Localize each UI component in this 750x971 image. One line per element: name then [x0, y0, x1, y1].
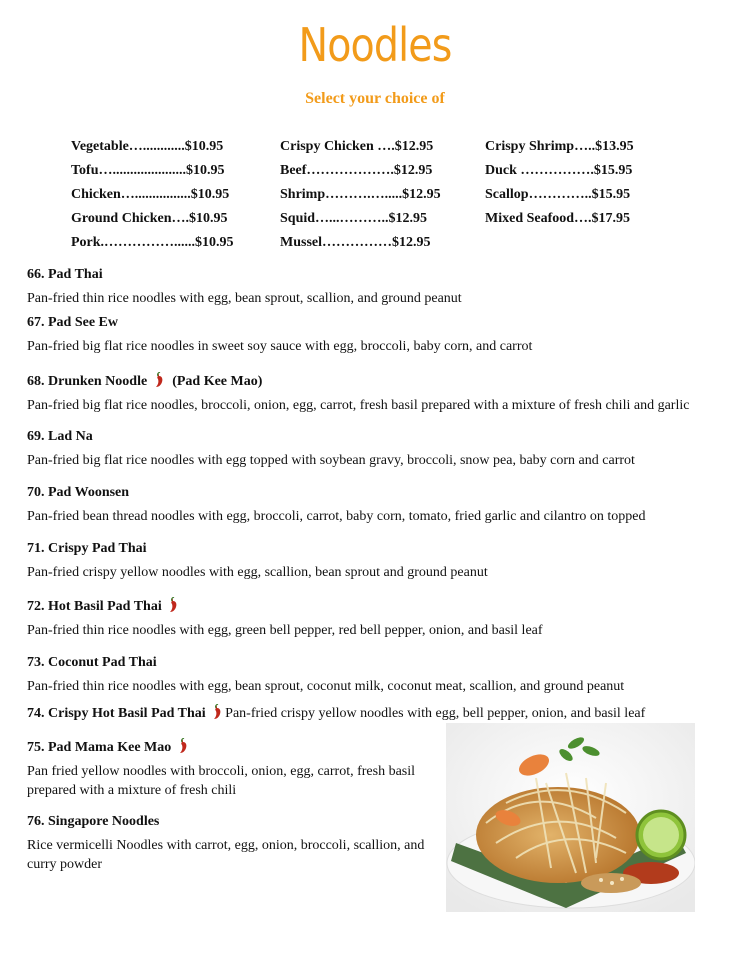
menu-item-name: 71. Crispy Pad Thai [27, 541, 147, 556]
price-row: Squid…...………..$12.95 [280, 211, 428, 226]
chili-pepper-icon [153, 372, 167, 388]
menu-item-name: 72. Hot Basil Pad Thai [27, 599, 162, 614]
menu-item-name: 70. Pad Woonsen [27, 485, 130, 500]
menu-item-name-row [27, 372, 743, 391]
menu-item-name: 66. Pad Thai [27, 267, 103, 282]
price-column-2 [280, 138, 441, 258]
chili-pepper-icon [167, 597, 181, 613]
menu-item-name-row [27, 597, 743, 616]
price-row: Shrimp……….….....$12.95 [280, 187, 441, 202]
price-row: Crispy Shrimp…..$13.95 [485, 139, 634, 154]
menu-item-name: 74. Crispy Hot Basil Pad Thai [27, 706, 206, 721]
menu-item-name-row [27, 704, 743, 723]
menu-item-name: 76. Singapore Noodles [27, 814, 160, 829]
menu-item-66 [27, 266, 743, 308]
menu-item-70 [27, 484, 743, 526]
menu-item-74 [27, 704, 743, 723]
page-subtitle: Select your choice of [305, 90, 445, 107]
menu-item-72 [27, 597, 743, 640]
menu-item-67 [27, 314, 743, 356]
menu-item-name: 75. Pad Mama Kee Mao [27, 740, 172, 755]
price-column-3 [485, 138, 634, 234]
price-row: Vegetable…............$10.95 [71, 139, 224, 154]
menu-item-description: Pan-fried big flat rice noodles in sweet soy sauce with egg, broccoli, baby corn, and carrot [27, 339, 533, 354]
menu-item-name: 68. Drunken Noodle [27, 374, 148, 389]
price-row: Tofu….....................$10.95 [71, 163, 225, 178]
price-row: Duck …………….$15.95 [485, 163, 633, 178]
price-row: Chicken…................$10.95 [71, 187, 230, 202]
menu-item-68 [27, 372, 743, 415]
menu-item-description: Pan-fried thin rice noodles with egg, bean sprout, scallion, and ground peanut [27, 291, 462, 306]
price-row: Pork.……………......$10.95 [71, 235, 234, 250]
menu-item-description: Pan-fried crispy yellow noodles with egg, bell pepper, onion, and basil leaf [225, 706, 646, 721]
menu-item-name: 73. Coconut Pad Thai [27, 655, 157, 670]
menu-item-name-suffix: (Pad Kee Mao) [172, 374, 263, 389]
page-title: Noodles [298, 18, 452, 72]
price-row: Ground Chicken….$10.95 [71, 211, 228, 226]
chili-pepper-icon [177, 738, 191, 754]
menu-item-description: Pan-fried bean thread noodles with egg, broccoli, carrot, baby corn, tomato, fried garlic and cilantro on topped [27, 509, 646, 524]
chili-pepper-icon [211, 704, 225, 720]
menu-item-description: Pan-fried thin rice noodles with egg, green bell pepper, red bell pepper, onion, and basil leaf [27, 623, 543, 638]
menu-item-69 [27, 428, 743, 470]
pad-thai-photo [446, 723, 695, 912]
price-row: Mixed Seafood….$17.95 [485, 211, 631, 226]
price-row: Beef……………….$12.95 [280, 163, 433, 178]
price-row: Crispy Chicken ….$12.95 [280, 139, 434, 154]
menu-item-description: Pan-fried big flat rice noodles with egg topped with soybean gravy, broccoli, snow pea, baby corn and carrot [27, 453, 635, 468]
menu-item-description: Pan-fried crispy yellow noodles with egg, scallion, bean sprout and ground peanut [27, 565, 488, 580]
price-row: Scallop…………..$15.95 [485, 187, 631, 202]
menu-item-71 [27, 540, 743, 582]
menu-item-73 [27, 654, 743, 696]
menu-item-description: Pan-fried thin rice noodles with egg, bean sprout, coconut milk, coconut meat, scallion, and ground peanut [27, 679, 625, 694]
menu-item-description: Rice vermicelli Noodles with carrot, egg, onion, broccoli, scallion, and curry powder [27, 838, 425, 872]
price-column-1 [71, 138, 234, 258]
menu-item-name: 69. Lad Na [27, 429, 93, 444]
menu-item-description: Pan fried yellow noodles with broccoli, onion, egg, carrot, fresh basil prepared with a mixture of fresh chili [27, 764, 416, 798]
menu-item-description: Pan-fried big flat rice noodles, broccoli, onion, egg, carrot, fresh basil prepared with a mixture of fresh chili and garlic [27, 398, 690, 413]
price-row: Mussel……………$12.95 [280, 235, 431, 250]
menu-item-name: 67. Pad See Ew [27, 315, 118, 330]
